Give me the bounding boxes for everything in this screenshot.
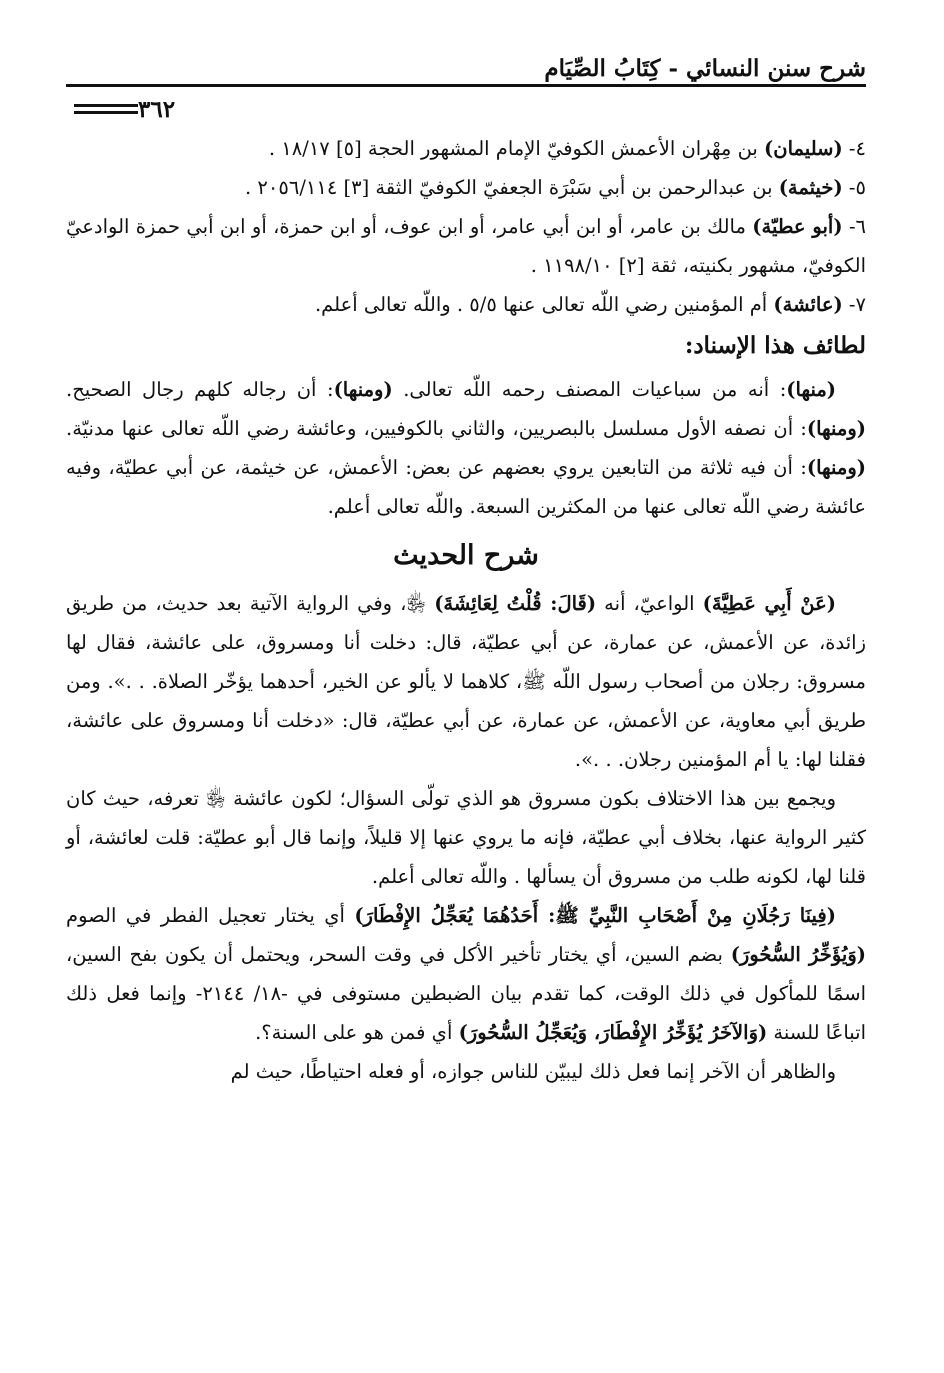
narrator-item: ٧- (عائشة) أم المؤمنين رضي اللّه تعالى عنها ٥/٥ . واللّه تعالى أعلم. [314,293,866,316]
narrator-item: ٥- (خيثمة) بن عبدالرحمن بن أبي سَبْرَة الجعفيّ الكوفيّ الثقة [٣] ٢٠٥٦/١١٤ . [245,176,866,199]
page-number-row [66,89,866,129]
page-number: ٣٦٢ [138,95,176,123]
lataif-paragraph: (منها): أنه من سباعيات المصنف رحمه اللّه تعالى. (ومنها): أن رجاله كلهم رجال الصحيح. (ومنها): أن نصفه الأول مسلسل بالبصريين، والثاني بالكوفيين، وعائشة رضي اللّه تعالى عنها مدنيّة. (ومنها): أن فيه ثلاثة من التابعين يروي بعضهم عن بعض: الأعمش، عن خيثمة، عن أبي عطيّة، وفيه عائشة رضي اللّه تعالى عنها من المكثرين السبعة. واللّه تعالى أعلم. [66,378,866,518]
narrator-item: ٦- (أبو عطيّة) مالك بن عامر، أو ابن أبي عامر، أو ابن عوف، أو ابن حمزة، أو ابن أبي حمزة الوادعيّ الكوفيّ، مشهور بكنيته، ثقة [٢] ١١٩٨/١٠ . [66,215,867,277]
sharh-heading: شرح الحديث [393,540,539,571]
sharh-paragraph-3: (فِينَا رَجُلَانِ مِنْ أَصْحَابِ النَّبِيِّ ﷺ: أَحَدُهُمَا يُعَجِّلُ الإِفْطَارَ) أي يختار تعجيل الفطر في الصوم (وَيُؤَخِّرُ السُّحُورَ) بضم السين، أي يختار تأخير الأكل في وقت السحر، ويحتمل أن يكون بفح السين، اسمًا للمأكول في ذلك الوقت، كما تقدم بيان الضبطين مستوفى في -١٨/ ٢١٤٤- وإنما فعل ذلك اتباعًا للسنة (وَالآخَرُ يُؤَخِّرُ الإِفْطَارَ، وَيُعَجِّلُ السُّحُورَ) أي فمن هو على السنة؟. [66,904,866,1044]
page-number-rule [74,100,138,118]
book-page [66,48,866,1091]
sharh-paragraph-1: (عَنْ أَبِي عَطِيَّةَ) الواعيّ، أنه (قَالَ: قُلْتُ لِعَائِشَةَ) ﵂، وفي الرواية الآتية بعد حديث، من طريق زائدة، عن الأعمش، عن عمارة، عن أبي عطيّة، قال: دخلت أنا ومسروق، على عائشة، فقال لها مسروق: رجلان من أصحاب رسول اللّه ﷺ، كلاهما لا يألو عن الخير، أحدهما يؤخّر الصلاة. . .». ومن طريق أبي معاوية، عن الأعمش، عن عمارة، عن أبي عطيّة، قال: «دخلت أنا ومسروق على عائشة، فقلنا لها: يا أم المؤمنين رجلان. . .». [66,592,866,771]
running-header [66,48,866,87]
narrators-list [66,129,866,324]
sharh-paragraph-2: ويجمع بين هذا الاختلاف بكون مسروق هو الذي تولّى السؤال؛ لكون عائشة ﵂ تعرفه، حيث كان كثير الرواية عنها، بخلاف أبي عطيّة، فإنه ما يروي عنها إلا قليلاً، وإنما قال أبو عطيّة: قلت لعائشة، أو قلنا لها، لكونه طلب من مسروق أن يسألها . واللّه تعالى أعلم. [66,787,866,888]
lataif-heading: لطائف هذا الإسناد: [684,332,866,359]
header-title: شرح سنن النسائي - كِتَابُ الصِّيَام [544,55,866,82]
sharh-paragraph-4: والظاهر أن الآخر إنما فعل ذلك ليبيّن للناس جوازه، أو فعله احتياطًا، حيث لم [230,1060,836,1083]
narrator-item: ٤- (سليمان) بن مِهْران الأعمش الكوفيّ الإمام المشهور الحجة [٥] ١٨/١٧ . [268,137,866,160]
